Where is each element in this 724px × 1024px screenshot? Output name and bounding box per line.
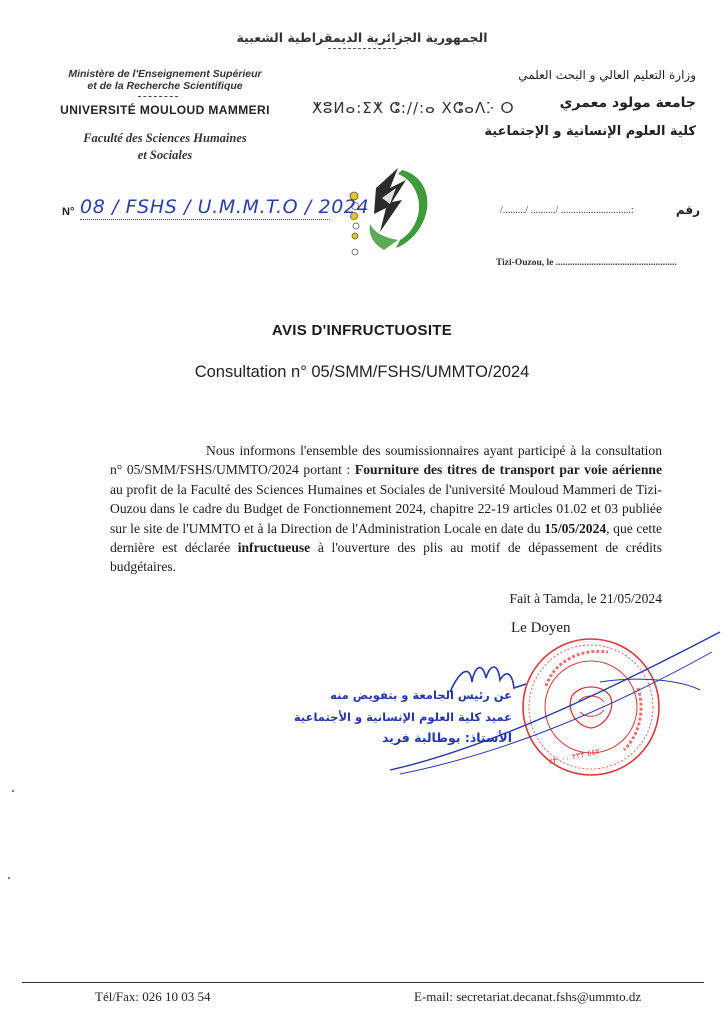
signatory-title: Le Doyen: [511, 620, 571, 636]
header-university-french: UNIVERSITÉ MOULOUD MAMMERI: [60, 103, 270, 117]
body-after-date: , que cette dernière est déclarée: [110, 520, 662, 556]
faculty-line-1: Faculté des Sciences Humaines: [83, 131, 247, 145]
header-university-tifinagh: ⵅⵓⵍⴰ:ⵉⵅ ⵛ://:ⴰ ⵝⵛⴰⴷⴾ ⵔ: [312, 99, 515, 117]
reference-arabic-blank: /........./ ........../ ............................:: [500, 205, 634, 216]
reference-arabic: [500, 203, 700, 223]
reference-number: [62, 196, 370, 228]
ministry-divider: [138, 96, 178, 97]
document-subtitle: Consultation n° 05/SMM/FSHS/UMMTO/2024: [194, 363, 530, 381]
ministry-line-1: Ministère de l'Enseignement Supérieur: [68, 68, 262, 80]
body-middle: au profit de la Faculté des Sciences Humaines et Sociales de l'université Mouloud Mammeri de Tizi-Ouzou dans le cadre du Budget de Fonctionnement 2024, chapitre 22-19 articles 01.02 et 03 publiée sur le site de l'UMMTO et à la Direction de l'Administration Locale en date du: [110, 481, 662, 536]
ministry-line-2: et de la Recherche Scientifique: [87, 80, 243, 92]
signature-name: الأستاذ: بوطالبة فريد: [381, 730, 512, 745]
place-date-line: Tizi-Ouzou, le ...................................................: [496, 258, 677, 268]
header-faculty-french: [52, 130, 278, 164]
signature-role: عميد كلية العلوم الإنسانية و الأجتماعية: [293, 710, 512, 724]
header-republic-arabic: الجمهورية الجزائرية الديمقراطية الشعبية: [236, 30, 488, 45]
reference-number-dotted-line: [80, 219, 330, 220]
body-status: infructueuse: [237, 540, 311, 556]
header-faculty-arabic: كلية العلوم الإنسانية و الإجتماعية: [484, 124, 696, 139]
stamp-number: ۲۳۰۰۰ ٤٤٢ ٢٣٣: [547, 746, 601, 767]
place-and-date: Fait à Tamda, le 21/05/2024: [509, 591, 662, 606]
footer-phone: Tél/Fax: 026 10 03 54: [95, 989, 211, 1004]
header-ministry-french: [52, 68, 278, 92]
faculty-line-2: et Sociales: [137, 148, 193, 162]
signature-block: [293, 684, 512, 745]
reference-arabic-label: رقم: [675, 203, 700, 217]
scan-speck: [8, 877, 10, 879]
scan-speck: [12, 790, 14, 792]
header-divider: [328, 48, 396, 49]
notice-body: [110, 441, 662, 577]
body-subject: Fourniture des titres de transport par voie aérienne: [354, 462, 662, 478]
body-publication-date: 15/05/2024: [544, 520, 607, 536]
body-intro: Nous informons l'ensemble des soumissionnaires ayant participé à la consultation n° 05/SMM/FSHS/UMMTO/2024 portant :: [110, 443, 662, 478]
footer-email: E-mail: secretariat.decanat.fshs@ummto.dz: [414, 989, 642, 1004]
header-university-arabic: جامعة مولود معمري: [559, 95, 696, 111]
signature-delegation: عن رئيس الجامعة و بتفويض منه: [329, 688, 512, 702]
reference-number-label: N°: [62, 206, 75, 218]
header-ministry-arabic: وزارة التعليم العالي و البحث العلمي: [518, 68, 696, 82]
body-end: à l'ouverture des plis au motif de dépassement de crédits budgétaires.: [110, 540, 662, 575]
footer-divider: [22, 982, 704, 983]
reference-number-handwritten: 08 / FSHS / U.M.M.T.O / 2024: [80, 196, 370, 218]
document-title: AVIS D'INFRUCTUOSITE: [271, 322, 453, 339]
